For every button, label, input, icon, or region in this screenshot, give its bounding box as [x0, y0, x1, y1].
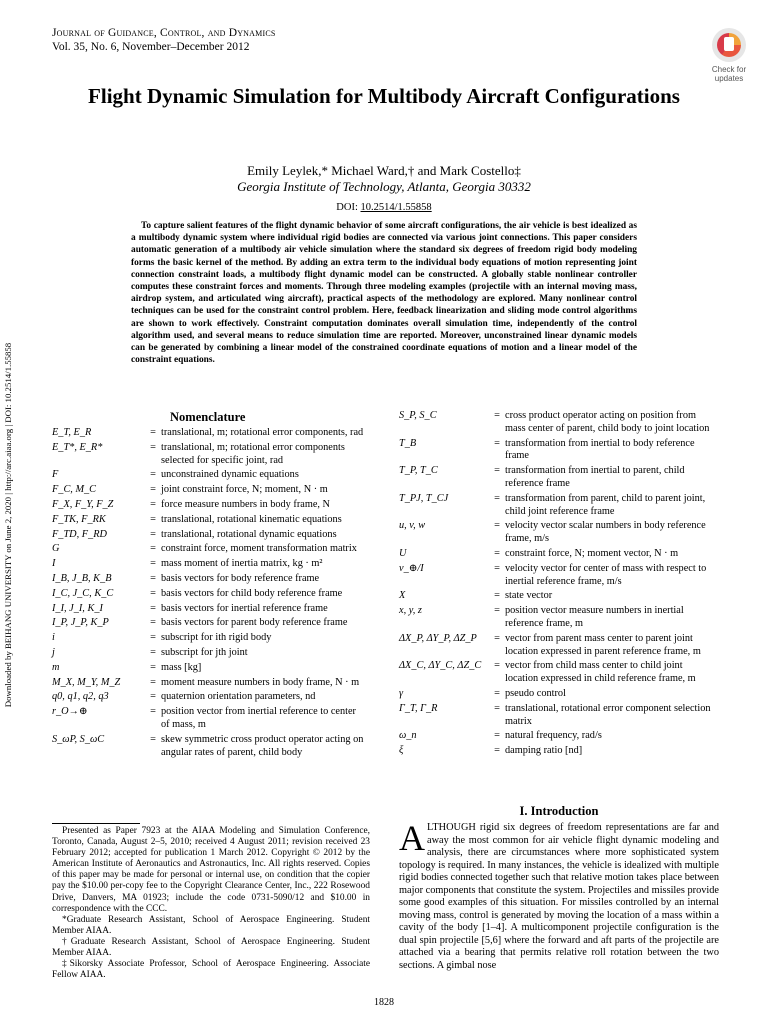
- nomenclature-sym: F: [52, 469, 59, 481]
- nomenclature-def: mass [kg]: [161, 661, 202, 673]
- nomenclature-eq: =: [494, 702, 500, 714]
- nomenclature-def: moment measure numbers in body frame, N · m: [161, 676, 360, 688]
- nomenclature-sym: I_C, J_C, K_C: [52, 587, 114, 599]
- nomenclature-def: state vector: [505, 590, 553, 602]
- nomenclature-def: velocity vector for center of mass with respect to inertial reference frame, m/s: [505, 562, 707, 587]
- page-number: 1828: [374, 997, 394, 1008]
- nomenclature-def: force measure numbers in body frame, N: [161, 498, 330, 510]
- nomenclature-sym: I: [52, 558, 56, 570]
- footnotes: [52, 826, 370, 981]
- nomenclature-sym: v_⊕/I: [399, 562, 424, 574]
- nomenclature-row: [399, 745, 719, 758]
- nomenclature-row: [52, 734, 370, 760]
- nomenclature-row: [399, 660, 719, 686]
- nomenclature-row: [52, 588, 370, 601]
- nomenclature-def: transformation from parent, child to parent joint, child joint reference frame: [505, 492, 706, 517]
- nomenclature-eq: =: [494, 547, 500, 559]
- nomenclature-sym: γ: [399, 687, 404, 699]
- doi-label: DOI:: [336, 202, 358, 213]
- nomenclature-def: damping ratio [nd]: [505, 745, 583, 757]
- nomenclature-sym: F_C, M_C: [52, 484, 97, 496]
- nomenclature-def: quaternion orientation parameters, nd: [161, 691, 316, 703]
- journal-name: Journal of Guidance, Control, and Dynamics: [52, 27, 276, 39]
- footnote: †Graduate Research Assistant, School of Aerospace Engineering. Student Member AIAA.: [52, 936, 370, 959]
- nomenclature-row: [52, 543, 370, 556]
- nomenclature-def: basis vectors for inertial reference frame: [161, 602, 328, 614]
- nomenclature-eq: =: [494, 605, 500, 617]
- nomenclature-eq: =: [150, 543, 156, 555]
- nomenclature-row: [399, 688, 719, 701]
- nomenclature-def: basis vectors for child body reference frame: [161, 587, 343, 599]
- affiliation: Georgia Institute of Technology, Atlanta, Georgia 30332: [237, 179, 531, 194]
- nomenclature-row: [52, 617, 370, 630]
- nomenclature-def: constraint force, moment transformation matrix: [161, 543, 357, 555]
- nomenclature-sym: X: [399, 590, 406, 602]
- nomenclature-sym: I_I, J_I, K_I: [52, 602, 103, 614]
- nomenclature-def: translational, rotational dynamic equations: [161, 528, 337, 540]
- nomenclature-sym: F_X, F_Y, F_Z: [52, 498, 114, 510]
- nomenclature-eq: =: [150, 632, 156, 644]
- nomenclature-eq: =: [150, 528, 156, 540]
- nomenclature-def: position vector from inertial reference to center of mass, m: [161, 706, 356, 730]
- nomenclature-eq: =: [494, 745, 500, 757]
- nomenclature-row: [399, 493, 719, 519]
- nomenclature-def: cross product operator acting on position from mass center of parent, child body to joint location: [505, 410, 710, 434]
- nomenclature-def: subscript for jth joint: [161, 646, 248, 658]
- nomenclature-eq: =: [150, 427, 156, 438]
- nomenclature-def: velocity vector scalar numbers in body reference frame, m/s: [505, 520, 706, 545]
- nomenclature-sym: G: [52, 543, 60, 555]
- footnote: ‡Sikorsky Associate Professor, School of Aerospace Engineering. Associate Fellow AIAA.: [52, 959, 370, 981]
- nomenclature-def: constraint force, N; moment vector, N · m: [505, 547, 679, 559]
- nomenclature-def: unconstrained dynamic equations: [161, 469, 299, 481]
- nomenclature-def: translational, m; rotational error components, rad: [161, 427, 364, 438]
- nomenclature-sym: I_P, J_P, K_P: [52, 617, 109, 629]
- nomenclature-sym: ΔX_C, ΔY_C, ΔZ_C: [399, 660, 482, 672]
- nomenclature-def: basis vectors for body reference frame: [161, 572, 320, 584]
- nomenclature-sym: ΔX_P, ΔY_P, ΔZ_P: [399, 632, 477, 644]
- nomenclature-row: [52, 603, 370, 616]
- nomenclature-eq: =: [150, 513, 156, 525]
- nomenclature-row: [52, 529, 370, 542]
- nomenclature-sym: ω_n: [399, 730, 417, 742]
- nomenclature-sym: r_O→⊕: [52, 706, 88, 718]
- nomenclature-sym: T_PJ, T_CJ: [399, 492, 449, 504]
- nomenclature-row: [399, 438, 719, 464]
- nomenclature-def: translational, m; rotational error components selected for specific joint, rad: [161, 441, 345, 466]
- nomenclature-def: transformation from inertial to parent, child reference frame: [505, 465, 685, 489]
- nomenclature-sym: F_TD, F_RD: [52, 528, 107, 540]
- nomenclature-row: [52, 484, 370, 497]
- nomenclature-heading: Nomenclature: [170, 410, 246, 424]
- nomenclature-sym: i: [52, 632, 55, 644]
- nomenclature-right: [399, 410, 719, 760]
- nomenclature-sym: j: [52, 646, 55, 658]
- nomenclature-eq: =: [494, 590, 500, 602]
- nomenclature-sym: E_T, E_R: [52, 427, 92, 438]
- paper-title: Flight Dynamic Simulation for Multibody Aircraft Configurations: [88, 84, 680, 108]
- nomenclature-sym: T_B: [399, 437, 417, 449]
- nomenclature-sym: S_P, S_C: [399, 410, 437, 421]
- nomenclature-eq: =: [494, 660, 500, 672]
- nomenclature-def: skew symmetric cross product operator acting on angular rates of parent, child body: [161, 733, 364, 758]
- nomenclature-eq: =: [150, 469, 156, 481]
- nomenclature-eq: =: [150, 484, 156, 496]
- nomenclature-eq: =: [150, 441, 156, 453]
- nomenclature-eq: =: [150, 661, 156, 673]
- nomenclature-sym: u, v, w: [399, 520, 426, 532]
- nomenclature-row: [399, 563, 719, 589]
- introduction-heading: I. Introduction: [519, 804, 599, 818]
- nomenclature-sym: U: [399, 547, 407, 559]
- nomenclature-eq: =: [150, 646, 156, 658]
- badge-line-1: Check for: [711, 65, 747, 74]
- nomenclature-row: [52, 427, 370, 440]
- nomenclature-row: [399, 633, 719, 659]
- nomenclature-def: vector from child mass center to child joint location expressed in child reference frame, m: [505, 660, 696, 685]
- badge-line-2: updates: [714, 74, 744, 83]
- intro-lead: LTHOUGH: [427, 822, 476, 833]
- nomenclature-row: [399, 410, 719, 436]
- nomenclature-row: [52, 514, 370, 527]
- abstract: To capture salient features of the flight dynamic behavior of some aircraft configurations, the air vehicle is best idealized as a multibody dynamic system where individual rigid bodies are connected via various joint connections. This paper considers automatic generation of a multibody air vehicle simulation where the standard six degrees of freedom rigid body modeling forms the basic kernel of the method. By adding an extra term to the individual body equations of motion representing joint connection constraint loads, a multibody flight dynamic model can be constructed. A globally stable nonlinear controller computes these constraint forces and moments. Through three modeling examples (projectile with an internal moving mass, airdrop system, and articulated wing aircraft), practical aspects of the methodology are explored. Many nonlinear control techniques can be used for the constraint control problem. Here, feedback linearization and sliding mode control algorithms are shown to work effectively. Constraint computation dominates overall simulation time, independently of the control algorithm used, and several means to reduce simulation time are reported. Moreover, unconstrained linear dynamic models can be generated by combining a linear model of the constrained coordinate equations of motion and a linear model of the constraint equations.: [131, 221, 637, 366]
- download-notice: Downloaded by BEIHANG UNIVERSITY on June 2, 2020 | http://arc.aiaa.org | DOI: 10.2514/1.55858: [3, 342, 13, 708]
- nomenclature-row: [399, 730, 719, 743]
- nomenclature-row: [52, 662, 370, 675]
- nomenclature-sym: I_B, J_B, K_B: [52, 572, 112, 584]
- nomenclature-def: transformation from inertial to body reference frame: [505, 437, 695, 462]
- nomenclature-eq: =: [150, 617, 156, 629]
- footnote: *Graduate Research Assistant, School of Aerospace Engineering. Student Member AIAA.: [52, 914, 370, 936]
- nomenclature-row: [52, 499, 370, 512]
- nomenclature-row: [52, 558, 370, 571]
- nomenclature-sym: m: [52, 661, 60, 673]
- nomenclature-sym: ξ: [399, 745, 404, 757]
- intro-body: rigid six degrees of freedom representations are far and away the most common for air vehicle flight dynamic modeling and analysis, there are circumstances where more sophisticated system topology is required. In many instances, the vehicle is idealized with multiple rigid bodies connected together such that relative motion takes place between major components that constitute the system. Projectiles and missiles provide some good examples of this situation. For missiles controlled by an internal moving mass, control is generated by moving the location of a mass within a cavity of the body [1–4]. A multicomponent projectile configuration is the dual spin projectile [5,6] where the forward and aft parts of the projectile are attached via a bearing that permits relative roll rotation between the two sections. A gimbal nose: [399, 822, 719, 971]
- nomenclature-sym: T_P, T_C: [399, 465, 438, 477]
- nomenclature-def: subscript for ith rigid body: [161, 632, 272, 644]
- nomenclature-eq: =: [494, 687, 500, 699]
- nomenclature-row: [52, 469, 370, 482]
- nomenclature-eq: =: [150, 706, 156, 718]
- nomenclature-row: [52, 632, 370, 645]
- nomenclature-eq: =: [494, 437, 500, 449]
- nomenclature-eq: =: [150, 733, 156, 745]
- nomenclature-row: [52, 573, 370, 586]
- nomenclature-def: natural frequency, rad/s: [505, 730, 602, 742]
- nomenclature-eq: =: [494, 465, 500, 477]
- nomenclature-eq: =: [494, 730, 500, 742]
- nomenclature-row: [399, 605, 719, 631]
- nomenclature-sym: S_ωP, S_ωC: [52, 733, 105, 745]
- nomenclature-row: [52, 691, 370, 704]
- nomenclature-eq: =: [494, 520, 500, 532]
- footnote: Presented as Paper 7923 at the AIAA Modeling and Simulation Conference, Toronto, Canada, August 2–5, 2010; received 4 August 2011; revision received 23 February 2012; accepted for publication 1 March 2012. Copyright © 2012 by the American Institute of Aeronautics and Astronautics, Inc. All rights reserved. Copies of this paper may be made for personal or internal use, on condition that the copier pay the $10.00 per-copy fee to the Copyright Clearance Center, Inc., 222 Rosewood Drive, Danvers, MA 01923; include the code 0731-5090/12 and $10.00 in correspondence with the CCC.: [52, 826, 370, 914]
- nomenclature-eq: =: [150, 587, 156, 599]
- doi-link[interactable]: 10.2514/1.55858: [360, 202, 432, 213]
- check-for-updates-badge[interactable]: [700, 28, 758, 82]
- nomenclature-row: [399, 703, 719, 729]
- nomenclature-eq: =: [150, 602, 156, 614]
- nomenclature-def: basis vectors for parent body reference frame: [161, 617, 348, 629]
- nomenclature-row: [52, 677, 370, 690]
- nomenclature-def: joint constraint force, N; moment, N · m: [161, 484, 328, 496]
- nomenclature-eq: =: [150, 691, 156, 703]
- nomenclature-sym: E_T*, E_R*: [52, 441, 103, 453]
- nomenclature-def: translational, rotational error component selection matrix: [505, 702, 711, 727]
- nomenclature-eq: =: [150, 558, 156, 570]
- nomenclature-row: [399, 520, 719, 546]
- authors: Emily Leylek,* Michael Ward,† and Mark Costello‡: [247, 163, 521, 178]
- nomenclature-def: translational, rotational kinematic equations: [161, 513, 342, 525]
- nomenclature-eq: =: [494, 410, 500, 421]
- nomenclature-sym: M_X, M_Y, M_Z: [52, 676, 121, 688]
- nomenclature-row: [399, 590, 719, 603]
- nomenclature-eq: =: [150, 572, 156, 584]
- nomenclature-def: mass moment of inertia matrix, kg · m²: [161, 558, 323, 570]
- introduction-text: [399, 818, 719, 972]
- journal-volume: Vol. 35, No. 6, November–December 2012: [52, 41, 250, 53]
- nomenclature-def: vector from parent mass center to parent joint location expressed in parent reference frame, m: [505, 632, 701, 657]
- nomenclature-row: [399, 548, 719, 561]
- nomenclature-row: [52, 647, 370, 660]
- nomenclature-def: pseudo control: [505, 687, 566, 699]
- nomenclature-row: [52, 442, 370, 468]
- nomenclature-eq: =: [494, 492, 500, 504]
- nomenclature-eq: =: [494, 632, 500, 644]
- nomenclature-def: position vector measure numbers in inertial reference frame, m: [505, 605, 684, 629]
- doi-line: [0, 201, 768, 214]
- nomenclature-row: [399, 465, 719, 491]
- nomenclature-row: [52, 706, 370, 732]
- nomenclature-left: [52, 427, 370, 761]
- footnote-rule: [52, 823, 140, 824]
- nomenclature-sym: F_TK, F_RK: [52, 513, 106, 525]
- drop-cap: A: [399, 818, 425, 858]
- download-sidebar: [0, 0, 16, 1024]
- nomenclature-sym: q0, q1, q2, q3: [52, 691, 109, 703]
- nomenclature-sym: Γ_T, Γ_R: [399, 702, 438, 714]
- nomenclature-eq: =: [494, 562, 500, 574]
- nomenclature-eq: =: [150, 498, 156, 510]
- nomenclature-eq: =: [150, 676, 156, 688]
- nomenclature-sym: x, y, z: [399, 605, 422, 617]
- check-for-updates-icon: [712, 28, 746, 62]
